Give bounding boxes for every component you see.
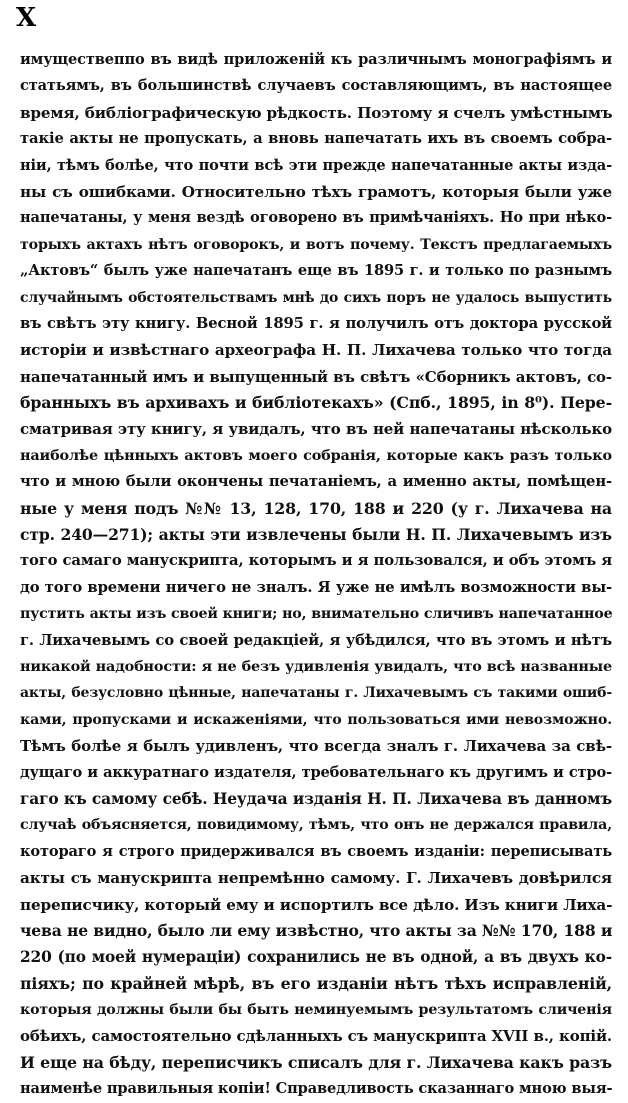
text-line: акты, безусловно цѣнные, напечатаны г. Лихачевымъ съ такими ошиб-: [20, 685, 612, 702]
text-line: что и мною были окончены печатанiемъ, а именно акты, помѣщен-: [20, 473, 612, 491]
text-line: ны съ ошибками. Относительно тѣхъ грамотъ, которыя были уже: [20, 182, 612, 201]
text-line: котораго я строго придерживался въ своемъ изданiи: переписывать: [20, 842, 612, 860]
text-line: статьямъ, въ большинствѣ случаевъ составляющимъ, въ настоящее: [20, 77, 612, 95]
text-line: торыхъ актахъ нѣтъ оговорокъ, и вотъ почему. Текстъ предлагаемыхъ: [20, 236, 612, 253]
text-line: пiяхъ; по крайней мѣрѣ, въ его изданiи нѣтъ тѣхъ исправленiй,: [20, 973, 612, 993]
text-line: гаго къ самому себѣ. Неудача изданiя Н. П. Лихачева въ данномъ: [20, 789, 612, 808]
text-line: напечатанный имъ и выпущенный въ свѣтъ «Сборникъ актовъ, со-: [20, 367, 612, 386]
text-line: переписчику, который ему и испортилъ все дѣло. Изъ книги Лиха-: [20, 895, 613, 914]
text-line: наименѣе правильныя копiи! Справедливость сказаннаго мною выя-: [20, 1080, 613, 1098]
text-line: г. Лихачевымъ со своей редакцiей, я убѣдился, что въ этомъ и нѣтъ: [20, 631, 612, 649]
text-line: бранныхъ въ архивахъ и библiотекахъ» (Спб., 1895, in 8⁰). Пере-: [20, 393, 612, 413]
text-line: наиболѣе цѣнныхъ актовъ моего собранiя, которые какъ разъ только: [20, 446, 612, 464]
text-line: сматривая эту книгу, я увидалъ, что въ ней напечатаны нѣсколько: [20, 420, 612, 439]
text-line: время, библiографическую рѣдкость. Поэтому я счелъ умѣстнымъ: [20, 103, 613, 122]
text-line: чева не видно, было ли ему извѣстно, что акты за №№ 170, 188 и: [20, 920, 613, 940]
text-line: до того времени ничего не зналъ. Я уже не имѣлъ возможности вы-: [20, 578, 612, 596]
text-line: обѣихъ, самостоятельно сдѣланныхъ съ манускрипта XVII в., копiй.: [20, 1027, 612, 1046]
text-line: имущеcтвеппо въ видѣ приложенiй къ различнымъ монографiямъ и: [20, 51, 612, 68]
text-line: „Актовъ“ былъ уже напечатанъ еще въ 1895 г. и только по разнымъ: [20, 262, 612, 280]
text-line: пустить акты изъ своей книги; но, внимательно сличивъ напечатанное: [20, 606, 613, 623]
text-line: того самаго манускрипта, которымъ и я пользовался, и объ этомъ я: [20, 552, 612, 570]
page-number: X: [16, 3, 37, 33]
body-text: [20, 47, 612, 1103]
text-line: ками, пропусками и искаженiями, что пользоваться ими невозможно.: [20, 711, 612, 728]
text-line: въ свѣтъ эту книгу. Весной 1895 г. я получилъ отъ доктора русской: [20, 314, 612, 332]
text-line: ные у меня подъ №№ 13, 128, 170, 188 и 220 (у г. Лихачева на: [20, 498, 612, 518]
text-line: И еще на бѣду, переписчикъ списалъ для г. Лихачева какъ разъ: [20, 1052, 612, 1072]
text-line: дущаго и аккуратнаго издателя, требовательнаго къ другимъ и стро-: [20, 763, 612, 781]
text-line: Тѣмъ болѣе я былъ удивленъ, что всегда зналъ г. Лихачева за свѣ-: [20, 737, 612, 756]
text-line: нiи, тѣмъ болѣе, что почти всѣ эти прежде напечатанные акты изда-: [20, 156, 612, 174]
text-line: акты съ манускрипта непремѣнно самому. Г. Лихачевъ довѣрился: [20, 869, 612, 888]
text-line: стр. 240—271); акты эти извлечены были Н. П. Лихачевымъ изъ: [20, 525, 612, 545]
text-line: никакой надобности: я не безъ удивленiя увидалъ, что всѣ названные: [20, 657, 612, 675]
text-line: случаѣ объясняется, повидимому, тѣмъ, что онъ не держался правила,: [20, 817, 612, 834]
text-line: 220 (по моей нумерацiи) сохранились не въ одной, а въ двухъ ко-: [20, 948, 612, 967]
text-line: напечатаны, у меня вездѣ оговорено въ примѣчанiяхъ. Но при нѣко-: [20, 209, 612, 227]
text-line: случайнымъ обстоятельствамъ мнѣ до сихъ поръ не удалось выпустить: [20, 289, 612, 306]
text-line: которыя должны были бы быть неминуемымъ результатомъ сличенiя: [20, 1002, 612, 1019]
text-line: исторiи и извѣстнаго археографа Н. П. Лихачева только что тогда: [20, 341, 612, 360]
text-line: такiе акты не пропускать, а вновь напечатать ихъ въ своемъ собра-: [20, 130, 612, 148]
